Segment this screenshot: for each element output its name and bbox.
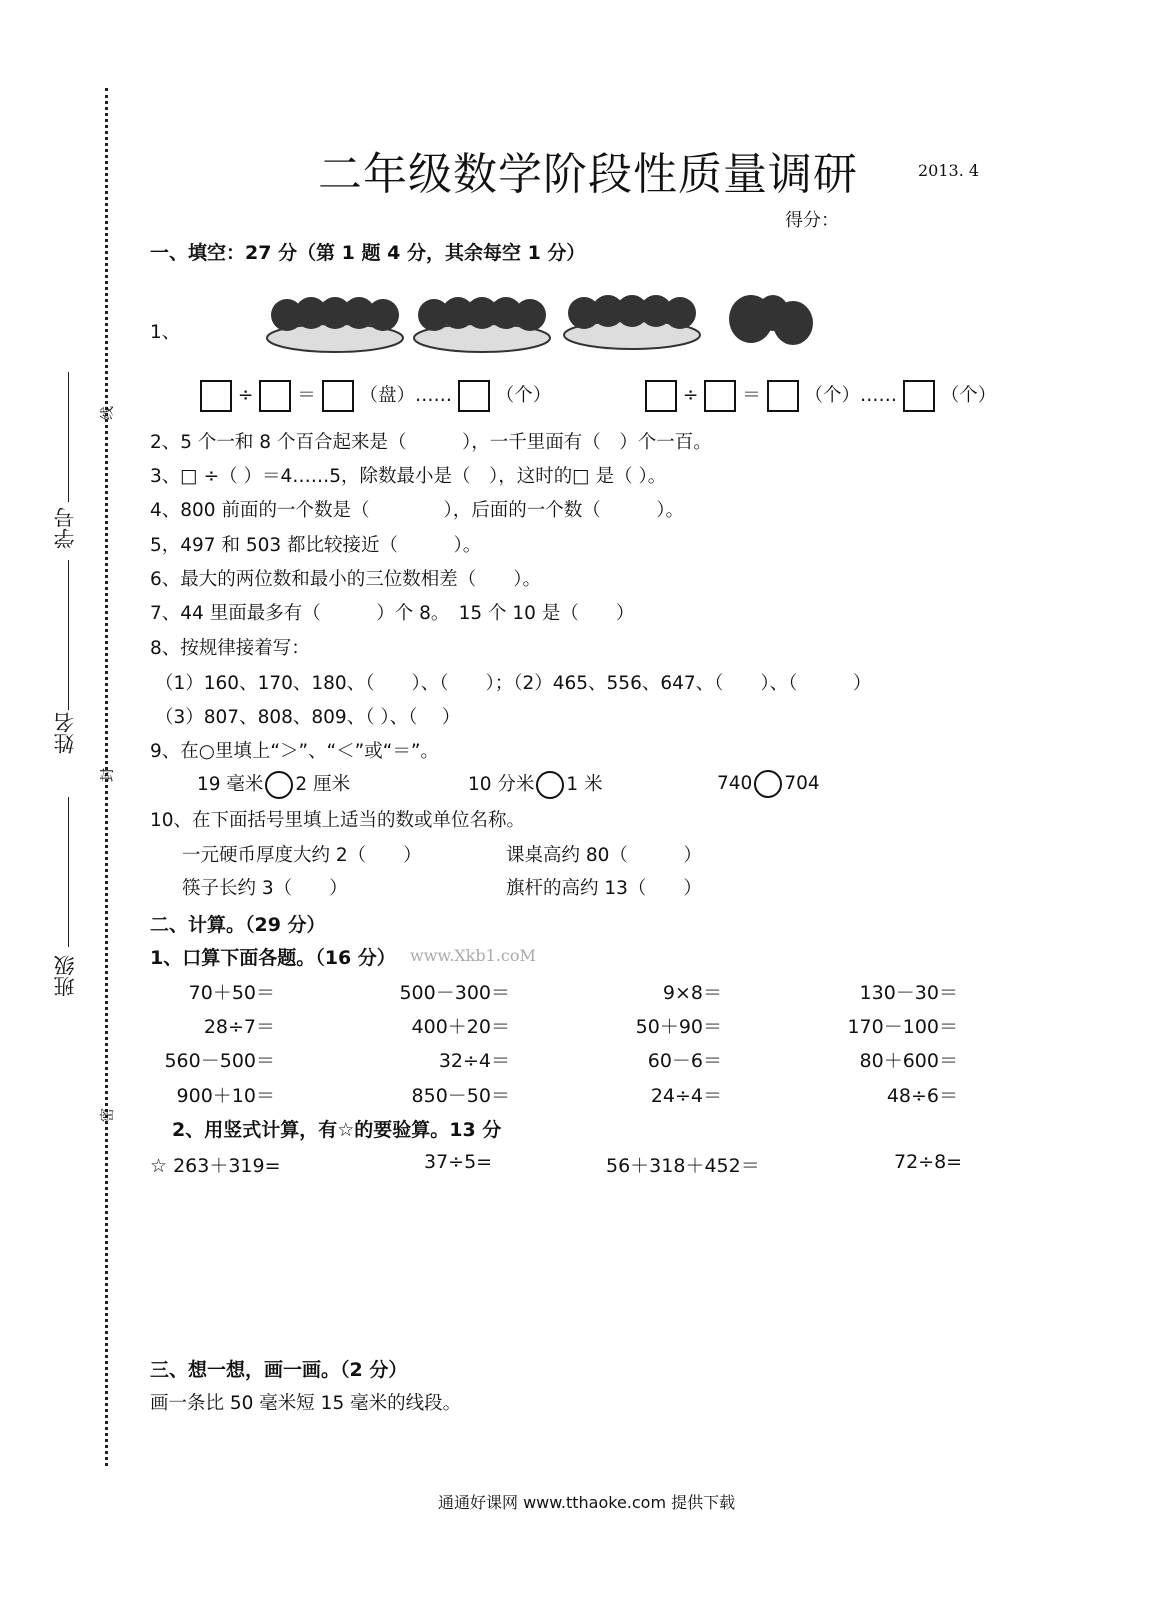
xuehao-line (68, 372, 69, 502)
question-7: 7、44 里面最多有（ ）个 8。 15 个 10 是（ ） (150, 603, 635, 624)
section2-heading: 二、计算。（29 分） (150, 914, 326, 936)
unit-label: （个）…… (804, 385, 897, 406)
equals-sign: ＝ (742, 385, 761, 406)
mental-r4-c3: 24÷4＝ (650, 1085, 722, 1107)
strawberry-plate-2-image (412, 283, 552, 355)
answer-box[interactable] (767, 380, 799, 412)
vertical-calc-4: 72÷8= (894, 1151, 963, 1173)
q9-item-3 (717, 770, 820, 798)
question-9: 9、在○里填上“＞”、“＜”或“＝”。 (150, 741, 439, 762)
question-6: 6、最大的两位数和最小的三位数相差（ ）。 (150, 569, 542, 590)
mental-r2-c3: 50＋90＝ (635, 1016, 722, 1038)
q9-left: 10 分米 (468, 774, 535, 795)
q9-left: 740 (717, 773, 753, 794)
section2-sub1: 1、口算下面各题。（16 分） (150, 947, 396, 969)
strawberry-plate-1-image (265, 283, 405, 355)
question-2: 2、5 个一和 8 个百合起来是（ ），一千里面有（ ）个一百。 (150, 432, 712, 453)
mental-r4-c1: 900＋10＝ (176, 1085, 275, 1107)
q10-item-2: 课桌高约 80（ ） (506, 845, 702, 866)
mental-r2-c1: 28÷7＝ (203, 1016, 275, 1038)
mental-r1-c2: 500－300＝ (399, 982, 510, 1004)
question-5: 5，497 和 503 都比较接近（ ）。 (150, 535, 482, 556)
compare-circle[interactable] (265, 771, 293, 799)
unit-label: （个） (940, 385, 997, 406)
q9-right: 1 米 (566, 774, 603, 795)
side-char-mi: 密 (100, 1108, 116, 1122)
unit-label: （个） (495, 385, 552, 406)
mental-r1-c1: 70＋50＝ (188, 982, 275, 1004)
mental-r3-c4: 80＋600＝ (859, 1050, 958, 1072)
xingming-line (68, 560, 69, 710)
page-title: 二年级数学阶段性质量调研 (318, 149, 858, 200)
banji-line (68, 797, 69, 947)
question-3: 3、□ ÷（ ）＝4……5，除数最小是（ ），这时的□ 是（ ）。 (150, 466, 667, 487)
exam-date: 2013. 4 (918, 161, 980, 180)
xuehao-label: 学号 (53, 507, 77, 549)
mental-r2-c2: 400＋20＝ (411, 1016, 510, 1038)
side-char-feng: 封 (100, 768, 116, 782)
equals-sign: ＝ (297, 385, 316, 406)
compare-circle[interactable] (536, 771, 564, 799)
score-label: 得分： (785, 210, 839, 231)
divide-sign: ÷ (682, 385, 699, 406)
mental-r3-c2: 32÷4＝ (438, 1050, 510, 1072)
question-4: 4、800 前面的一个数是（ ），后面的一个数（ ）。 (150, 500, 684, 521)
q10-item-3: 筷子长约 3（ ） (182, 878, 348, 899)
mental-r1-c4: 130－30＝ (859, 982, 958, 1004)
compare-circle[interactable] (754, 770, 782, 798)
question-8: 8、按规律接着写： (150, 638, 310, 659)
mental-r2-c4: 170－100＝ (847, 1016, 958, 1038)
watermark-text: www.Xkb1.coM (410, 946, 536, 965)
section1-heading: 一、填空：27 分（第 1 题 4 分，其余每空 1 分） (150, 242, 586, 264)
q9-left: 19 毫米 (197, 774, 264, 795)
unit-label: （盘）…… (359, 385, 452, 406)
vertical-calc-1: ☆ 263＋319= (150, 1155, 281, 1177)
answer-box[interactable] (322, 380, 354, 412)
xingming-label: 姓名 (53, 712, 77, 754)
q9-right: 2 厘米 (295, 774, 351, 795)
answer-box[interactable] (903, 380, 935, 412)
q9-right: 704 (784, 773, 820, 794)
answer-box[interactable] (200, 380, 232, 412)
q9-item-2 (468, 770, 603, 799)
answer-box[interactable] (259, 380, 291, 412)
answer-box[interactable] (645, 380, 677, 412)
question-8-part-3: （3）807、808、809、（ ）、（ ） (155, 707, 461, 728)
section2-sub2: 2、用竖式计算，有☆的要验算。13 分 (172, 1119, 502, 1141)
mental-r4-c4: 48÷6＝ (886, 1085, 958, 1107)
mental-r3-c3: 60－6＝ (647, 1050, 722, 1072)
q10-item-4: 旗杆的高约 13（ ） (506, 878, 702, 899)
q9-item-1 (197, 770, 350, 799)
question-10: 10、在下面括号里填上适当的数或单位名称。 (150, 810, 526, 831)
answer-box[interactable] (458, 380, 490, 412)
vertical-calc-2: 37÷5= (424, 1151, 493, 1173)
mental-r3-c1: 560－500＝ (164, 1050, 275, 1072)
strawberry-plate-3-image (562, 283, 704, 355)
footer-text: 通通好课网 www.tthaoke.com 提供下载 (438, 1493, 736, 1512)
q1-equation-1 (200, 380, 551, 412)
question-8-part-1-2: （1）160、170、180、（ ）、（ ）；（2）465、556、647、（ ）、（ ） (155, 673, 872, 694)
q10-item-1: 一元硬币厚度大约 2（ ） (182, 845, 422, 866)
vertical-calc-3: 56＋318＋452＝ (606, 1155, 760, 1177)
strawberries-loose-image (727, 283, 819, 355)
section3-question: 画一条比 50 毫米短 15 毫米的线段。 (150, 1393, 462, 1414)
answer-box[interactable] (704, 380, 736, 412)
mental-r1-c3: 9×8＝ (662, 982, 722, 1004)
banji-label: 班级 (53, 955, 77, 997)
side-char-xian: 线 (100, 406, 116, 420)
divide-sign: ÷ (237, 385, 254, 406)
mental-r4-c2: 850－50＝ (411, 1085, 510, 1107)
q1-equation-2 (645, 380, 996, 412)
section3-heading: 三、想一想，画一画。（2 分） (150, 1359, 408, 1381)
q1-number: 1、 (150, 322, 181, 343)
